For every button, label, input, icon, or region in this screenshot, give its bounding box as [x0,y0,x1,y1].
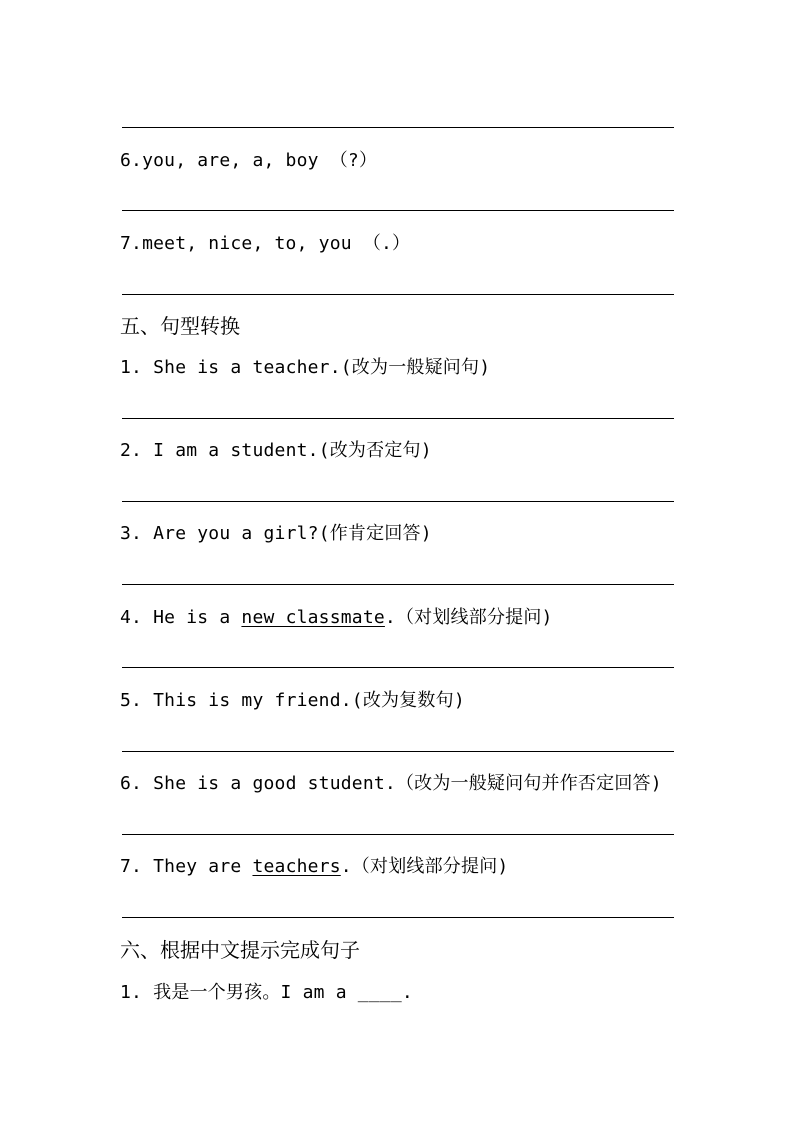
transform-item-2 [120,440,432,462]
answer-line [122,584,674,585]
item-number: 2. [120,440,143,461]
transform-item-3 [120,523,432,545]
underlined-phrase: new classmate [241,607,385,628]
transform-item-4 [120,607,553,629]
item-number: 1. [120,982,143,1003]
item-instruction: (作肯定回答) [318,523,432,544]
item-instruction: .（对划线部分提问) [340,856,509,877]
item-instruction: .（对划线部分提问) [384,607,553,628]
item-instruction: （改为一般疑问句并作否定回答) [395,773,662,794]
item-number: 1. [120,357,143,378]
item-number: 6. [120,150,143,171]
transform-item-6 [120,773,662,795]
complete-item-1 [120,982,413,1004]
answer-line [122,418,674,419]
item-number: 7. [120,233,143,254]
answer-line [122,667,674,668]
answer-line [122,834,674,835]
answer-line [122,751,674,752]
item-number: 6. [120,773,143,794]
section-heading: 五、句型转换 [120,314,240,338]
answer-line [122,294,674,295]
item-text: 我是一个男孩。I am a ____. [153,982,413,1003]
item-sentence: This is my friend. [153,690,352,711]
underlined-phrase: teachers [252,856,341,877]
item-number: 7. [120,856,143,877]
item-instruction: (改为复数句) [351,690,465,711]
answer-line [122,917,674,918]
item-instruction: (改为一般疑问句) [340,357,491,378]
transform-item-1 [120,357,490,379]
answer-line [122,127,674,128]
item-text: meet, nice, to, you （.） [142,233,411,254]
item-number: 3. [120,523,143,544]
item-number: 5. [120,690,143,711]
section-heading: 六、根据中文提示完成句子 [120,938,360,962]
item-instruction: (改为否定句) [318,440,432,461]
item-sentence: He is a [153,607,242,628]
item-text: you, are, a, boy （?） [142,150,378,171]
transform-item-5 [120,690,465,712]
item-sentence: She is a good student. [153,773,396,794]
item-number: 4. [120,607,143,628]
reorder-item-7 [120,233,410,255]
item-sentence: I am a student. [153,440,319,461]
answer-line [122,210,674,211]
item-sentence: Are you a girl? [153,523,319,544]
item-sentence: They are [153,856,253,877]
transform-item-7 [120,856,508,878]
item-sentence: She is a teacher. [153,357,341,378]
reorder-item-6 [120,150,377,172]
answer-line [122,501,674,502]
